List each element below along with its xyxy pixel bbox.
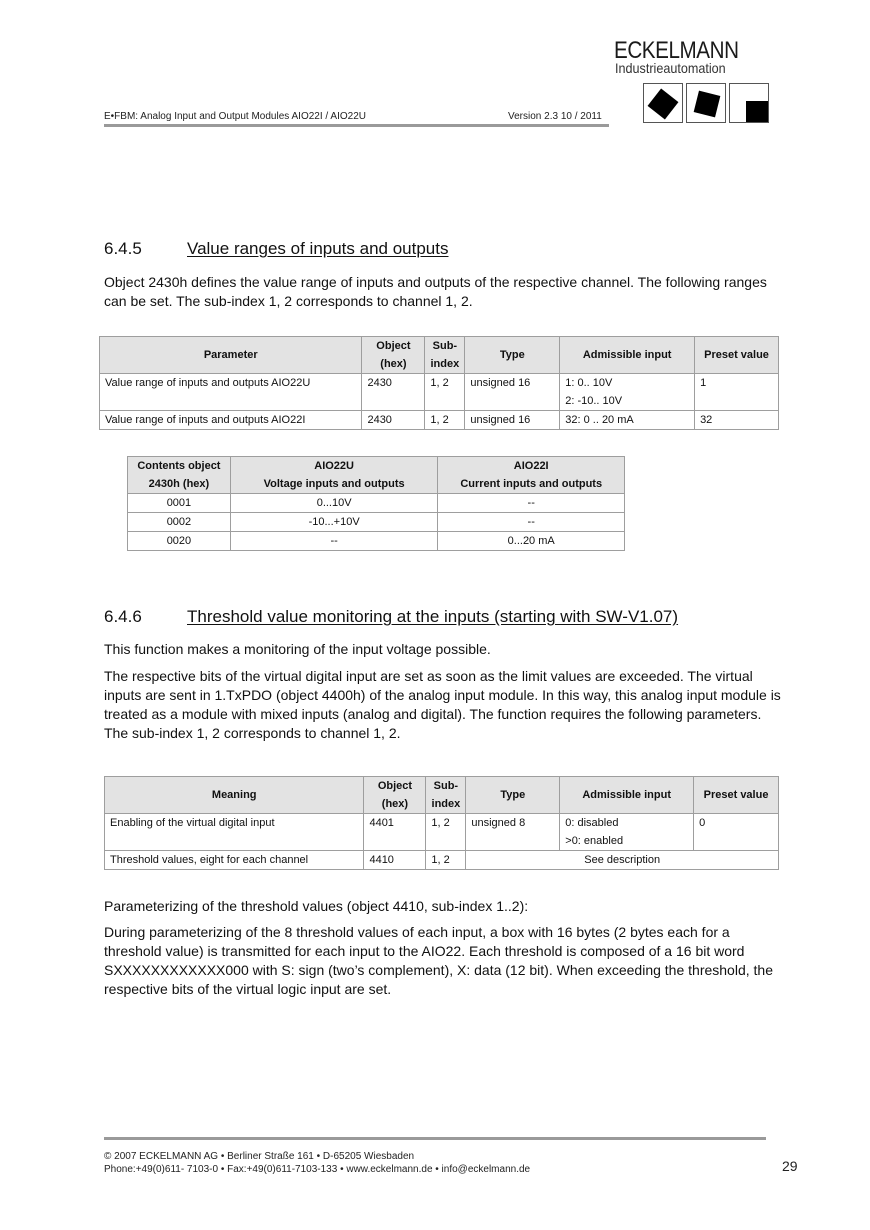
footer-rule xyxy=(104,1137,766,1140)
cell-parameter: Value range of inputs and outputs AIO22U xyxy=(100,374,362,411)
table-row xyxy=(105,814,779,851)
threshold-parameters-table xyxy=(104,776,779,870)
logo-square-1-icon xyxy=(643,83,683,123)
cell-aio22u: -10...+10V xyxy=(230,513,438,532)
header-admissible-input: Admissible input xyxy=(560,777,694,814)
header-aio22i: AIO22I Current inputs and outputs xyxy=(438,457,625,494)
header-type: Type xyxy=(466,777,560,814)
header-preset-value: Preset value xyxy=(695,337,779,374)
table-row xyxy=(128,513,625,532)
company-logo-subtitle: Industrieautomation xyxy=(615,60,726,76)
company-logo-name: ECKELMANN xyxy=(614,37,739,64)
cell-object: 2430 xyxy=(362,411,425,430)
header-subindex: Sub- index xyxy=(426,777,466,814)
table-row xyxy=(100,374,779,411)
logo-square-2-icon xyxy=(686,83,726,123)
cell-type: unsigned 8 xyxy=(466,814,560,851)
cell-code: 0020 xyxy=(128,532,231,551)
cell-subindex: 1, 2 xyxy=(425,374,465,411)
cell-aio22i: -- xyxy=(438,513,625,532)
header-parameter: Parameter xyxy=(100,337,362,374)
header-rule xyxy=(104,124,609,127)
section-646-paragraph-4: During parameterizing of the 8 threshold values of each input, a box with 16 bytes (2 bytes each for a threshold value) is transmitted for each input to the AIO22. Each threshold is composed of a 16 bit word SXXXXXXXXXXXX000 with S: sign (two’s complement), X: data (12 bit). When exceeding the threshold, the respective bits of the virtual logic input are set. xyxy=(104,924,773,997)
contents-object-table xyxy=(127,456,625,551)
logo-square-3-icon xyxy=(729,83,769,123)
cell-aio22u: 0...10V xyxy=(230,494,438,513)
header-meaning: Meaning xyxy=(105,777,364,814)
cell-aio22i: -- xyxy=(438,494,625,513)
section-645-paragraph: Object 2430h defines the value range of inputs and outputs of the respective channel. The following ranges can be set. The sub-index 1, 2 corresponds to channel 1, 2. xyxy=(104,274,767,309)
section-heading-645 xyxy=(104,239,448,259)
header-object: Object (hex) xyxy=(364,777,426,814)
table-row xyxy=(100,411,779,430)
document-title: E•FBM: Analog Input and Output Modules AIO22I / AIO22U xyxy=(104,111,366,122)
footer-address: © 2007 ECKELMANN AG • Berliner Straße 161 • D-65205 Wiesbaden xyxy=(104,1151,415,1162)
cell-type: unsigned 16 xyxy=(465,411,560,430)
table-header-row xyxy=(128,457,625,494)
three-squares-logo-icon xyxy=(643,83,769,123)
cell-subindex: 1, 2 xyxy=(425,411,465,430)
cell-see-description: See description xyxy=(466,851,779,870)
page-number: 29 xyxy=(782,1158,798,1174)
cell-object: 4410 xyxy=(364,851,426,870)
table-row xyxy=(128,532,625,551)
cell-object: 4401 xyxy=(364,814,426,851)
cell-meaning: Enabling of the virtual digital input xyxy=(105,814,364,851)
cell-object: 2430 xyxy=(362,374,425,411)
table-header-row xyxy=(100,337,779,374)
cell-preset-value: 1 xyxy=(695,374,779,411)
cell-code: 0001 xyxy=(128,494,231,513)
section-646-paragraph-2: The respective bits of the virtual digital input are set as soon as the limit values are exceeded. The virtual inputs are sent in 1.TxPDO (object 4400h) of the analog input module. In this way, this analog input module is treated as a module with mixed inputs (analog and digital). The function requires the following parameters. The sub-index 1, 2 corresponds to channel 1, 2. xyxy=(104,668,781,741)
cell-aio22i: 0...20 mA xyxy=(438,532,625,551)
section-number: 6.4.6 xyxy=(104,607,142,626)
cell-preset-value: 0 xyxy=(694,814,779,851)
section-646-paragraph-3: Parameterizing of the threshold values (object 4410, sub-index 1..2): xyxy=(104,898,529,914)
cell-preset-value: 32 xyxy=(695,411,779,430)
section-heading-646 xyxy=(104,607,678,627)
document-version: Version 2.3 10 / 2011 xyxy=(508,111,602,122)
header-type: Type xyxy=(465,337,560,374)
header-preset-value: Preset value xyxy=(694,777,779,814)
value-range-table xyxy=(99,336,779,430)
cell-admissible-input: 32: 0 .. 20 mA xyxy=(560,411,695,430)
cell-admissible-input: 0: disabled >0: enabled xyxy=(560,814,694,851)
header-aio22u: AIO22U Voltage inputs and outputs xyxy=(230,457,438,494)
table-header-row xyxy=(105,777,779,814)
cell-meaning: Threshold values, eight for each channel xyxy=(105,851,364,870)
table-row xyxy=(105,851,779,870)
table-row xyxy=(128,494,625,513)
header-admissible-input: Admissible input xyxy=(560,337,695,374)
cell-parameter: Value range of inputs and outputs AIO22I xyxy=(100,411,362,430)
section-title: Value ranges of inputs and outputs xyxy=(187,239,449,258)
cell-aio22u: -- xyxy=(230,532,438,551)
header-object: Object (hex) xyxy=(362,337,425,374)
section-646-paragraph-1: This function makes a monitoring of the input voltage possible. xyxy=(104,641,491,657)
header-contents-object: Contents object 2430h (hex) xyxy=(128,457,231,494)
cell-type: unsigned 16 xyxy=(465,374,560,411)
footer-contact: Phone:+49(0)611- 7103-0 • Fax:+49(0)611-7103-133 • www.eckelmann.de • info@eckelmann.de xyxy=(104,1164,531,1175)
cell-subindex: 1, 2 xyxy=(426,814,466,851)
section-title: Threshold value monitoring at the inputs (starting with SW-V1.07) xyxy=(187,607,679,626)
cell-subindex: 1, 2 xyxy=(426,851,466,870)
header-subindex: Sub- index xyxy=(425,337,465,374)
section-number: 6.4.5 xyxy=(104,239,142,258)
cell-admissible-input: 1: 0.. 10V 2: -10.. 10V xyxy=(560,374,695,411)
cell-code: 0002 xyxy=(128,513,231,532)
